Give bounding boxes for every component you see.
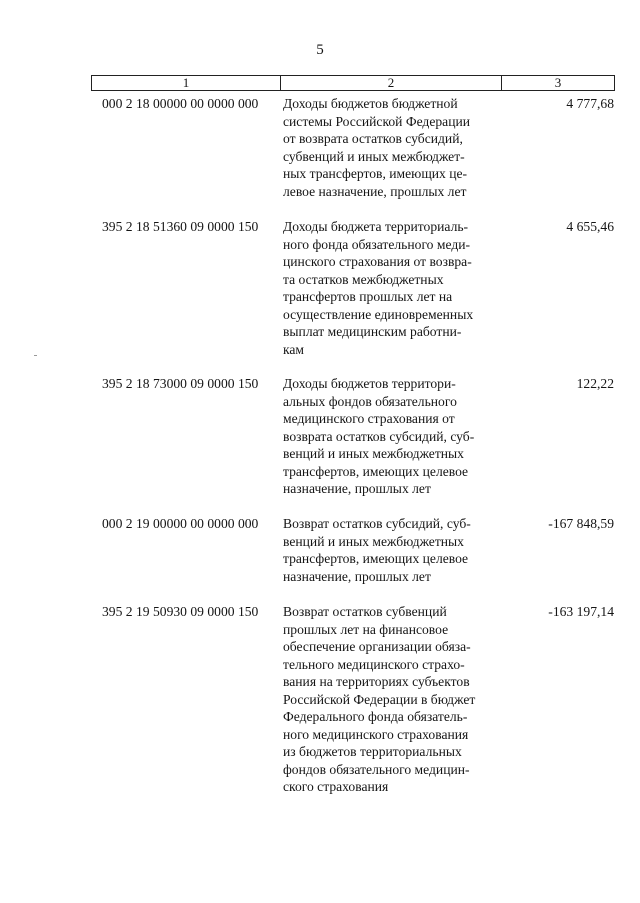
description-line: Доходы бюджетов бюджетной (283, 96, 458, 111)
description-line: венций и иных межбюджетных (283, 533, 464, 549)
description-line: назначение, прошлых лет (283, 568, 431, 584)
description-line: та остатков межбюджетных (283, 271, 444, 287)
scan-mark (34, 355, 37, 356)
description-line: вания на территориях субъектов (283, 674, 470, 689)
description-line: венций и иных межбюджетных (283, 446, 464, 461)
description-line: обеспечение организации обяза- (283, 639, 471, 654)
description-line: ных трансфертов, имеющих це- (283, 166, 468, 181)
description-line: выплат медицинским работни- (283, 324, 462, 339)
table-header-col-1: 1 (92, 76, 281, 90)
description-line: Возврат остатков субсидий, суб- (283, 516, 471, 531)
amount-value: -163 197,14 (548, 604, 614, 619)
description-line: осуществление единовременных (283, 306, 474, 322)
row-description (283, 515, 513, 585)
description-line: трансфертов, имеющих целевое (283, 463, 469, 479)
description-line: Федерального фонда обязатель- (283, 709, 468, 724)
description-line: от возврата остатков субсидий, (283, 131, 463, 146)
row-description (283, 375, 513, 498)
budget-code: 000 2 18 00000 00 0000 000 (102, 96, 259, 111)
row-description (283, 218, 513, 358)
budget-code: 395 2 19 50930 09 0000 150 (102, 604, 259, 619)
budget-code: 000 2 19 00000 00 0000 000 (102, 516, 259, 531)
description-line: Российской Федерации в бюджет (283, 691, 476, 707)
table-header-col-2: 2 (281, 76, 502, 90)
description-line: ского страхования (283, 779, 389, 794)
description-line: возврата остатков субсидий, суб- (283, 428, 475, 444)
row-description (283, 603, 513, 796)
description-line: системы Российской Федерации (283, 113, 471, 129)
amount-value: 4 655,46 (566, 219, 614, 234)
description-line: альных фондов обязательного (283, 393, 457, 409)
page-number: 5 (316, 42, 324, 58)
table-header-col-3: 3 (554, 75, 562, 90)
description-line: Доходы бюджетов территори- (283, 376, 456, 391)
amount-value: 122,22 (576, 376, 614, 391)
description-line: из бюджетов территориальных (283, 744, 462, 759)
description-line: назначение, прошлых лет (283, 481, 431, 496)
description-line: трансфертов прошлых лет на (283, 289, 453, 304)
description-line: фондов обязательного медицин- (283, 761, 470, 777)
description-line: кам (283, 341, 305, 357)
description-line: медицинского страхования от (283, 411, 455, 426)
amount-value: -167 848,59 (548, 516, 614, 531)
description-line: Возврат остатков субвенций (283, 604, 447, 619)
description-line: цинского страхования от возвра- (283, 254, 472, 269)
description-line: трансфертов, имеющих целевое (283, 551, 469, 566)
description-line: субвенций и иных межбюджет- (283, 148, 465, 164)
table-header (91, 75, 615, 91)
description-line: Доходы бюджета территориаль- (283, 219, 469, 234)
description-line: тельного медицинского страхо- (283, 656, 465, 672)
amount-value: 4 777,68 (566, 96, 614, 111)
description-line: ного медицинского страхования (283, 726, 469, 742)
budget-code: 395 2 18 51360 09 0000 150 (102, 219, 259, 234)
description-line: левое назначение, прошлых лет (283, 183, 467, 199)
description-line: ного фонда обязательного меди- (283, 236, 471, 252)
row-description (283, 95, 513, 200)
budget-code: 395 2 18 73000 09 0000 150 (102, 376, 259, 391)
description-line: прошлых лет на финансовое (283, 621, 449, 637)
